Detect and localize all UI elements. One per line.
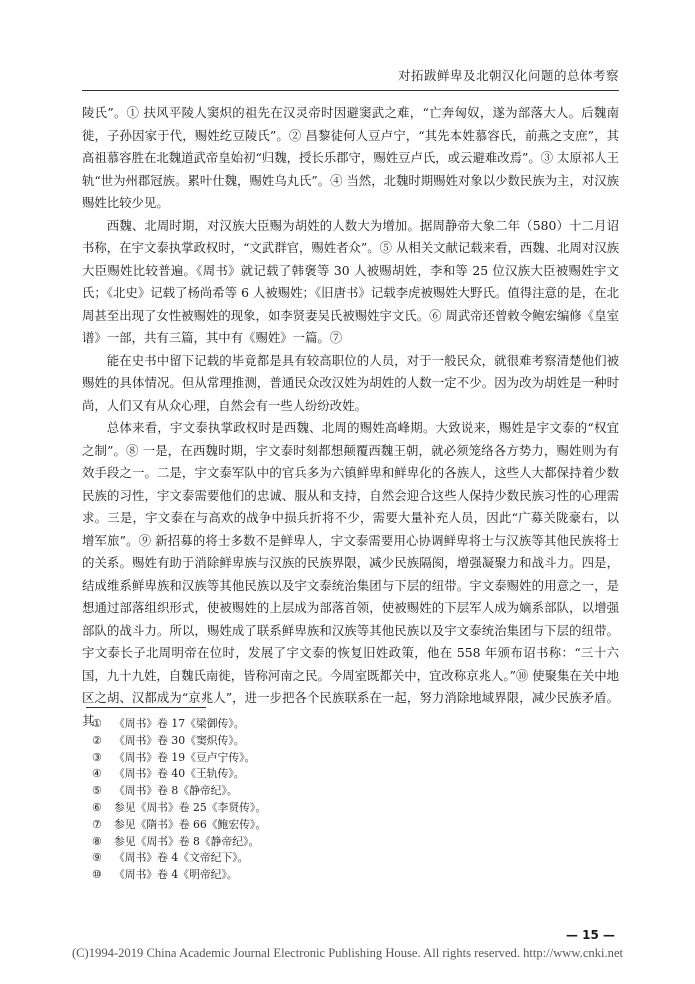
body-text <box>82 102 619 732</box>
footnote <box>92 867 266 884</box>
footnote-mark: ③ <box>92 750 102 764</box>
footnote-mark: ② <box>92 733 102 747</box>
footnote-text: 《周书》卷 8《静帝纪》。 <box>114 784 238 798</box>
paragraph-4: 总体来看，宇文泰执掌政权时是西魏、北周的赐姓高峰期。大致说来，赐姓是宇文泰的“权宜之制”。⑧ 一是，在西魏时期，宇文泰时刻都想颠覆西魏王朝，就必须笼络各方势力，赐姓则为有效手段之一。二是，宇文泰军队中的官兵多为六镇鲜卑和鲜卑化的各族人，这些人大都保持着少数民族的习性，宇文泰需要他们的忠诚、服从和支持，自然会迎合这些人保持少数民族习性的心理需求。三是，宇文泰在与高欢的战争中损兵折将不少，需要大量补充人员，因此“广募关陇豪右，以增军旅”。⑨ 新招募的将士多数不是鲜卑人，宇文泰需要用心协调鲜卑将士与汉族等其他民族将士的关系。赐姓有助于消除鲜卑族与汉族的民族界限，减少民族隔阂，增强凝聚力和战斗力。四是，结成维系鲜卑族和汉族等其他民族以及宇文泰统治集团与下层的纽带。宇文泰赐姓的用意之一，是想通过部落组织形式，使被赐姓的上层成为部落首领，使被赐姓的下层军人成为嫡系部队，以增强部队的战斗力。所以，赐姓成了联系鲜卑族和汉族等其他民族以及宇文泰统治集团与下层的纽带。宇文泰长子北周明帝在位时，发展了宇文泰的恢复旧姓政策，他在 558 年颁布诏书称：“三十六国，九十九姓，自魏氏南徙，皆称河南之民。今周室既都关中，宜改称京兆人。”⑩ 使聚集在关中地区之胡、汉都成为“京兆人”，进一步把各个民族联系在一起，努力消除地域界限，减少民族矛盾。其 <box>82 420 619 728</box>
footnote-text: 参见《周书》卷 25《李贤传》。 <box>114 800 267 814</box>
footnote <box>92 817 266 834</box>
footnote-mark: ⑦ <box>92 817 102 831</box>
footnote-mark: ① <box>92 717 102 730</box>
footnote <box>92 783 266 800</box>
copyright-notice: (C)1994-2019 China Academic Journal Electronic Publishing House. All rights reserved. http://www.cnki.net <box>71 946 624 960</box>
footnote <box>92 834 266 851</box>
page-number: — 15 — <box>565 928 615 942</box>
footnote-mark: ④ <box>92 767 102 781</box>
footnote-mark: ⑤ <box>92 784 102 798</box>
footnote-text: 参见《周书》卷 8《静帝纪》。 <box>114 834 260 848</box>
footnote-text: 《周书》卷 4《文帝纪下》。 <box>114 851 249 865</box>
footnote <box>92 716 266 733</box>
footnote <box>92 733 266 750</box>
footnote <box>92 766 266 783</box>
footnote-text: 参见《隋书》卷 66《鲍宏传》。 <box>114 817 267 831</box>
header-rule <box>82 90 619 91</box>
footnote-text: 《周书》卷 17《梁御传》。 <box>114 717 245 730</box>
footnote <box>92 850 266 867</box>
footnote-text: 《周书》卷 30《窦炽传》。 <box>114 733 245 747</box>
footnote <box>92 800 266 817</box>
paragraph-1: 陵氏”。① 扶风平陵人窦炽的祖先在汉灵帝时因避窦武之难，“亡奔匈奴，遂为部落大人。后魏南徙，子孙因家于代，赐姓纥豆陵氏”。② 昌黎徒何人豆卢宁，“其先本姓慕容氏，前燕之支庶”，其高祖慕容胜在北魏道武帝皇始初“归魏，授长乐郡守，赐姓豆卢氏，或云避难改焉”。③ 太原祁人王轨“世为州郡冠族。累叶仕魏，赐姓乌丸氏”。④ 当然，北魏时期赐姓对象以少数民族为主，对汉族赐姓比较少见。 <box>82 105 620 210</box>
footnote-mark: ⑥ <box>92 800 102 814</box>
page-header <box>82 66 619 94</box>
footnotes <box>92 716 266 884</box>
paragraph-2: 西魏、北周时期，对汉族大臣赐为胡姓的人数大为增加。据周静帝大象二年（580）十二月诏书称，在宇文泰执掌政权时，“文武群官，赐姓者众”。⑤ 从相关文献记载来看，西魏、北周对汉族大臣赐姓比较普遍。《周书》就记载了韩褒等 30 人被赐胡姓，李和等 25 位汉族大臣被赐姓宇文氏；《北史》记载了杨尚希等 6 人被赐姓；《旧唐书》记载李虎被赐姓大野氏。值得注意的是，在北周甚至出现了女性被赐姓的现象，如李贤妻吴氏被赐姓宇文氏。⑥ 周武帝还曾敕令鲍宏编修《皇室谱》一部，共有三篇，其中有《赐姓》一篇。⑦ <box>82 217 620 345</box>
footnote-mark: ⑩ <box>92 868 102 882</box>
footnote-text: 《周书》卷 40《王轨传》。 <box>114 767 245 781</box>
footnote-rule <box>86 707 206 708</box>
running-title: 对拓跋鲜卑及北朝汉化问题的总体考察 <box>397 68 619 83</box>
footnote-text: 《周书》卷 4《明帝纪》。 <box>114 868 238 882</box>
footnote-mark: ⑧ <box>92 834 102 848</box>
footnote-mark: ⑨ <box>92 851 102 865</box>
footnote-text: 《周书》卷 19《豆卢宁传》。 <box>114 750 256 764</box>
footnote <box>92 750 266 767</box>
paragraph-3: 能在史书中留下记载的毕竟都是具有较高职位的人员，对于一般民众，就很难考察清楚他们被赐姓的具体情况。但从常理推测，普通民众改汉姓为胡姓的人数一定不少。因为改为胡姓是一种时尚，人们又有从众心理，自然会有一些人纷纷改姓。 <box>82 352 619 413</box>
